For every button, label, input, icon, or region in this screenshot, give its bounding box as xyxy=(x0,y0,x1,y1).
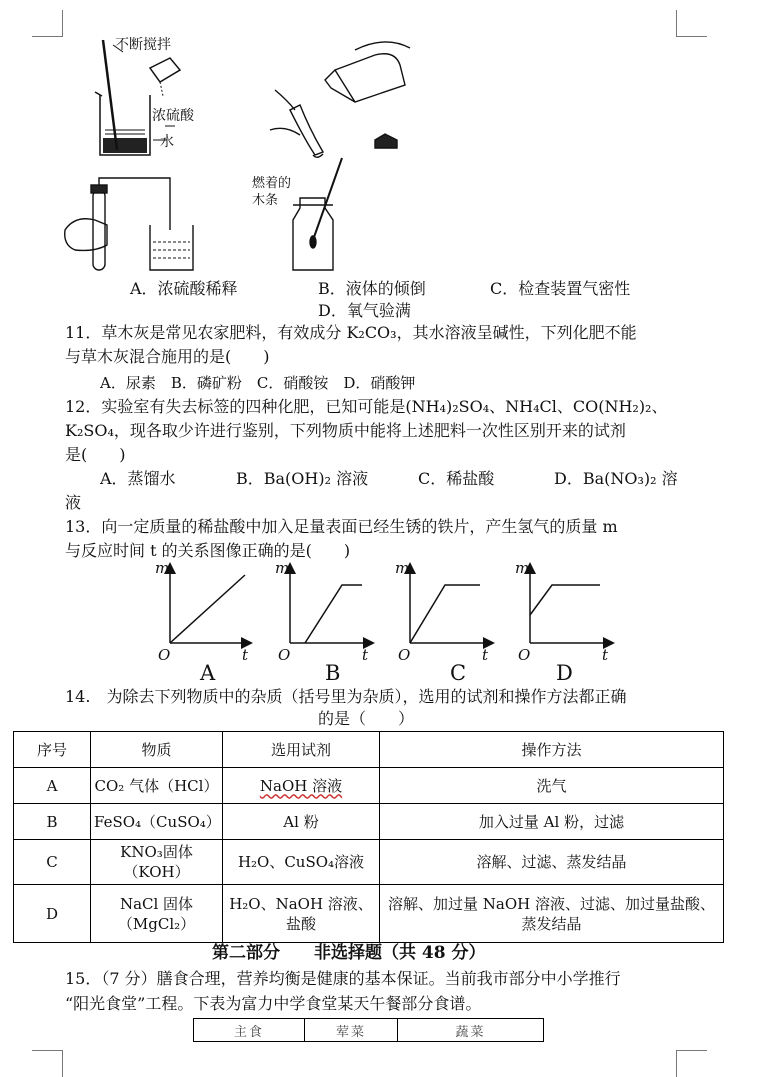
row-method: 加入过量 Al 粉，过滤 xyxy=(380,804,724,840)
row-reagent: Al 粉 xyxy=(223,804,380,840)
graph-d-label: D xyxy=(556,661,573,685)
header-reagent: 选用试剂 xyxy=(223,732,380,768)
label-burning-stick-2: 木条 xyxy=(252,193,279,208)
row-substance: CO₂ 气体（HCl） xyxy=(91,768,223,804)
graph-a-x-label: t xyxy=(242,646,249,664)
graph-b-origin: O xyxy=(278,646,291,664)
figure-oxygen-check xyxy=(293,158,342,270)
q12-option-d-cont: 液 xyxy=(65,493,82,512)
row-reagent: NaOH 溶液 xyxy=(223,768,380,804)
graph-d-origin: O xyxy=(518,646,531,664)
graph-d xyxy=(530,565,612,643)
graph-c-label: C xyxy=(450,661,467,685)
table-row xyxy=(14,768,724,804)
corner-mark-top-right xyxy=(676,10,707,37)
corner-mark-bottom-left xyxy=(32,1050,63,1077)
menu-header-staple: 主食 xyxy=(194,1019,305,1042)
row-id: A xyxy=(14,768,91,804)
q12-option-b: B．Ba(OH)₂ 溶液 xyxy=(236,469,369,488)
q11-options: A．尿素 B．磷矿粉 C．硝酸铵 D．硝酸钾 xyxy=(100,374,416,392)
graph-b-label: B xyxy=(325,661,341,685)
menu-table xyxy=(193,1018,544,1042)
row-substance: NaCl 固体（MgCl₂） xyxy=(91,885,223,943)
graph-c-x-label: t xyxy=(482,646,489,664)
graph-b-y-label: m xyxy=(275,559,290,577)
row-substance: KNO₃固体（KOH） xyxy=(91,840,223,885)
row-id: B xyxy=(14,804,91,840)
q12-line-3: 是( ) xyxy=(65,445,126,464)
row-reagent: H₂O、CuSO₄溶液 xyxy=(223,840,380,885)
menu-header-row xyxy=(194,1019,544,1042)
q12-option-c: C．稀盐酸 xyxy=(418,469,495,488)
q13-line-2: 与反应时间 t 的关系图像正确的是( ) xyxy=(65,541,351,560)
q14-line-1: 14. 为除去下列物质中的杂质（括号里为杂质），选用的试剂和操作方法都正确 xyxy=(65,687,627,706)
q12-option-d: D．Ba(NO₃)₂ 溶 xyxy=(554,469,678,488)
part-two-title: 第二部分 非选择题（共 48 分） xyxy=(212,943,486,963)
menu-header-meat: 荤菜 xyxy=(305,1019,398,1042)
graph-a-curve xyxy=(170,575,245,643)
graph-b-x-label: t xyxy=(362,646,369,664)
label-stir: 不断搅拌 xyxy=(115,37,171,53)
row-substance: FeSO₄（CuSO₄） xyxy=(91,804,223,840)
graph-a xyxy=(170,565,250,643)
graph-c xyxy=(410,565,492,643)
table-row xyxy=(14,885,724,943)
q15-line-2: “阳光食堂”工程。下表为富力中学食堂某天午餐部分食谱。 xyxy=(65,994,482,1013)
row-method: 溶解、过滤、蒸发结晶 xyxy=(380,840,724,885)
header-method: 操作方法 xyxy=(380,732,724,768)
label-water: 水 xyxy=(160,134,174,150)
graph-a-y-label: m xyxy=(155,559,170,577)
q13-line-1: 13．向一定质量的稀盐酸中加入足量表面已经生锈的铁片，产生氢气的质量 m xyxy=(65,517,618,536)
graph-c-curve xyxy=(410,585,480,643)
graph-b-curve xyxy=(305,585,362,643)
graph-d-curve xyxy=(530,585,600,615)
corner-mark-bottom-right xyxy=(676,1050,707,1077)
table-header-row xyxy=(14,732,724,768)
graph-b xyxy=(290,565,372,643)
q10-option-b: B．液体的倾倒 xyxy=(318,279,426,298)
menu-header-vegetable: 蔬菜 xyxy=(398,1019,544,1042)
header-id: 序号 xyxy=(14,732,91,768)
q14-line-2: 的是（ ） xyxy=(318,709,415,728)
graph-a-label: A xyxy=(200,661,216,685)
graph-d-y-label: m xyxy=(515,559,530,577)
row-id: D xyxy=(14,885,91,943)
purification-table xyxy=(13,731,724,943)
figure-airtightness-check xyxy=(65,178,193,270)
graph-a-origin: O xyxy=(158,646,171,664)
q11-line-1: 11．草木灰是常见农家肥料，有效成分 K₂CO₃，其水溶液呈碱性，下列化肥不能 xyxy=(65,323,637,342)
graph-c-y-label: m xyxy=(395,559,410,577)
q10-option-d: D．氧气验满 xyxy=(318,301,411,320)
header-substance: 物质 xyxy=(91,732,223,768)
experiment-figures xyxy=(55,30,435,280)
q10-option-a: A．浓硫酸稀释 xyxy=(130,279,238,298)
q15-line-1: 15．（7 分）膳食合理，营养均衡是健康的基本保证。当前我市部分中小学推行 xyxy=(65,969,621,988)
figure-liquid-pouring xyxy=(270,42,410,157)
row-method: 溶解、加过量 NaOH 溶液、过滤、加过量盐酸、蒸发结晶 xyxy=(380,885,724,943)
row-id: C xyxy=(14,840,91,885)
graph-c-origin: O xyxy=(398,646,411,664)
graph-d-x-label: t xyxy=(602,646,609,664)
row-reagent: H₂O、NaOH 溶液、盐酸 xyxy=(223,885,380,943)
q11-line-2: 与草木灰混合施用的是( ) xyxy=(65,347,270,366)
label-concentrated-acid: 浓硫酸 xyxy=(152,108,194,124)
row-method: 洗气 xyxy=(380,768,724,804)
q12-line-1: 12．实验室有失去标签的四种化肥，已知可能是(NH₄)₂SO₄、NH₄Cl、CO(NH₂)₂、 xyxy=(65,397,668,416)
table-row xyxy=(14,840,724,885)
label-burning-stick: 燃着的 xyxy=(252,176,292,191)
q10-option-c: C．检查装置气密性 xyxy=(490,279,631,298)
table-row xyxy=(14,804,724,840)
q12-line-2: K₂SO₄，现各取少许进行鉴别，下列物质中能将上述肥料一次性区别开来的试剂 xyxy=(65,421,626,440)
q12-option-a: A．蒸馏水 xyxy=(100,469,176,488)
